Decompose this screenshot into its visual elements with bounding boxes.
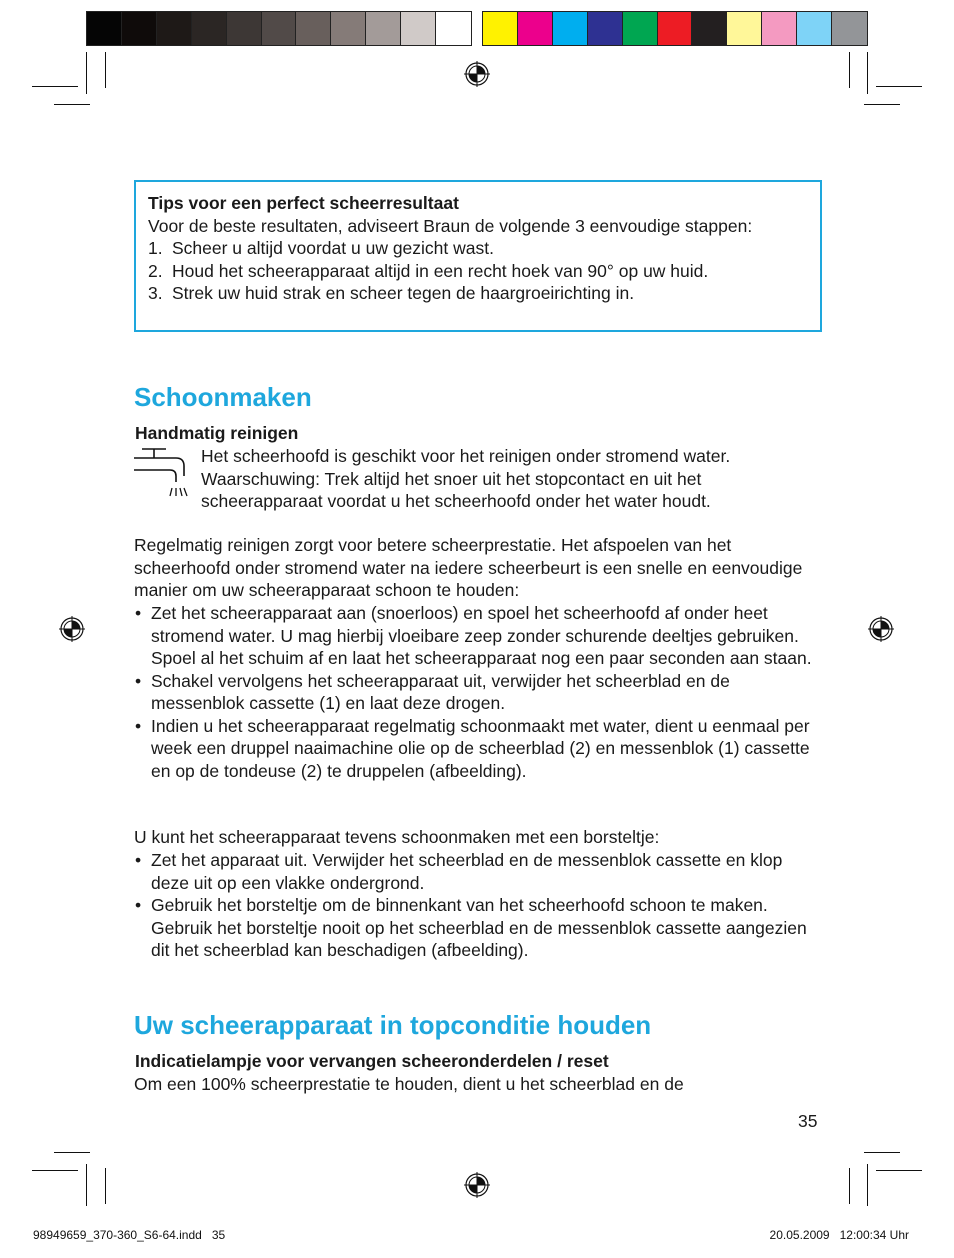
footer-timestamp: 20.05.2009 12:00:34 Uhr — [769, 1228, 909, 1242]
crop-mark — [867, 52, 868, 94]
crop-mark — [867, 1164, 868, 1206]
list-item: • Zet het scheerapparaat aan (snoerloos) en spoel het scheerhoofd af onder heet stromend water. U mag hierbij vloeibare zeep zonder schurende deeltjes gebruiken. Spoel al het schuim af en laat het scheerapparaat nog een paar seconden aan staan. — [135, 603, 812, 668]
color-swatch — [483, 12, 518, 45]
color-swatch — [366, 12, 401, 45]
crop-mark — [849, 52, 850, 88]
color-swatch — [588, 12, 623, 45]
color-swatch — [296, 12, 331, 45]
color-swatch — [262, 12, 297, 45]
crop-mark — [54, 104, 90, 105]
crop-mark — [864, 104, 900, 105]
registration-mark-bottom — [464, 1172, 490, 1198]
registration-mark-right — [868, 616, 894, 642]
icon-description-text: Het scheerhoofd is geschikt voor het reinigen onder stromend water. Waarschuwing: Trek altijd het snoer uit het stopcontact en uit het scheerapparaat voordat u het scheerhoofd onder het water houdt. — [201, 446, 731, 511]
list-item: • Zet het apparaat uit. Verwijder het scheerblad en de messenblok cassette en klop deze uit op een vlakke ondergrond. — [135, 850, 783, 893]
bullet-list-2 — [134, 849, 820, 962]
registration-mark-left — [59, 616, 85, 642]
color-swatch — [762, 12, 797, 45]
bullet-list-1 — [134, 602, 820, 782]
color-swatch — [122, 12, 157, 45]
color-swatch — [518, 12, 553, 45]
section-heading-topconditie: Uw scheerapparaat in topconditie houden — [134, 1010, 652, 1040]
crop-mark — [32, 86, 78, 87]
process-color-bar — [482, 11, 868, 46]
subheading-indicatielampje: Indicatielampje voor vervangen scheeronderdelen / reset — [135, 1051, 609, 1071]
crop-mark — [876, 86, 922, 87]
color-swatch — [623, 12, 658, 45]
crop-mark — [105, 1168, 106, 1204]
color-swatch — [832, 12, 867, 45]
list-item: 2. Houd het scheerapparaat altijd in een recht hoek van 90° op uw huid. — [148, 260, 709, 281]
crop-mark — [86, 1164, 87, 1206]
registration-mark-top — [464, 61, 490, 87]
crop-mark — [54, 1152, 90, 1153]
color-swatch — [331, 12, 366, 45]
color-swatch — [692, 12, 727, 45]
crop-mark — [105, 52, 106, 88]
color-swatch — [727, 12, 762, 45]
crop-mark — [32, 1170, 78, 1171]
tips-title: Tips voor een perfect scheerresultaat — [148, 193, 459, 213]
list-item: 1. Scheer u altijd voordat u uw gezicht wast. — [148, 238, 494, 258]
paragraph-brush-cleaning: U kunt het scheerapparaat tevens schoonmaken met een borsteltje: — [134, 827, 660, 847]
section-heading-schoonmaken: Schoonmaken — [134, 382, 312, 412]
tips-box — [134, 180, 822, 332]
page-number: 35 — [798, 1111, 818, 1131]
color-swatch — [227, 12, 262, 45]
color-swatch — [658, 12, 693, 45]
list-item: • Indien u het scheerapparaat regelmatig schoonmaakt met water, dient u eenmaal per week een druppel naaimachine olie op de scheerblad (2) en messenblok (1) cassette en op de tondeuse (2) te druppelen (afbeelding). — [135, 715, 810, 781]
paragraph-regular-cleaning: Regelmatig reinigen zorgt voor betere scheerprestatie. Het afspoelen van het scheerhoofd onder stromend water na iedere scheerbeurt is een snelle en eenvoudige manier om uw scheerapparaat schoon te houden: — [134, 535, 803, 600]
color-swatch — [797, 12, 832, 45]
crop-mark — [849, 1168, 850, 1204]
footer-file-info: 98949659_370-360_S6-64.indd 35 — [33, 1228, 226, 1242]
crop-mark — [876, 1170, 922, 1171]
subheading-handmatig: Handmatig reinigen — [135, 423, 299, 443]
water-tap-icon — [132, 446, 190, 498]
color-swatch — [87, 12, 122, 45]
color-swatch — [157, 12, 192, 45]
paragraph-indicatielampje: Om een 100% scheerprestatie te houden, dient u het scheerblad en de — [134, 1074, 684, 1094]
color-swatch — [436, 12, 471, 45]
list-item: 3. Strek uw huid strak en scheer tegen de haargroeirichting in. — [148, 283, 635, 303]
color-swatch — [401, 12, 436, 45]
list-item: • Schakel vervolgens het scheerapparaat uit, verwijder het scheerblad en de messenblok cassette (1) en laat deze drogen. — [135, 670, 730, 713]
grayscale-color-bar — [86, 11, 472, 46]
tips-intro: Voor de beste resultaten, adviseert Braun de volgende 3 eenvoudige stappen: — [148, 215, 753, 236]
color-swatch — [192, 12, 227, 45]
crop-mark — [86, 52, 87, 94]
crop-mark — [864, 1152, 900, 1153]
tips-steps — [148, 237, 808, 305]
list-item: • Gebruik het borsteltje om de binnenkant van het scheerhoofd schoon te maken. Gebruik het borsteltje nooit op het scheerblad en de messenblok cassette aangezien dit het scheerblad kan beschadigen (afbeelding). — [135, 895, 807, 960]
color-swatch — [553, 12, 588, 45]
